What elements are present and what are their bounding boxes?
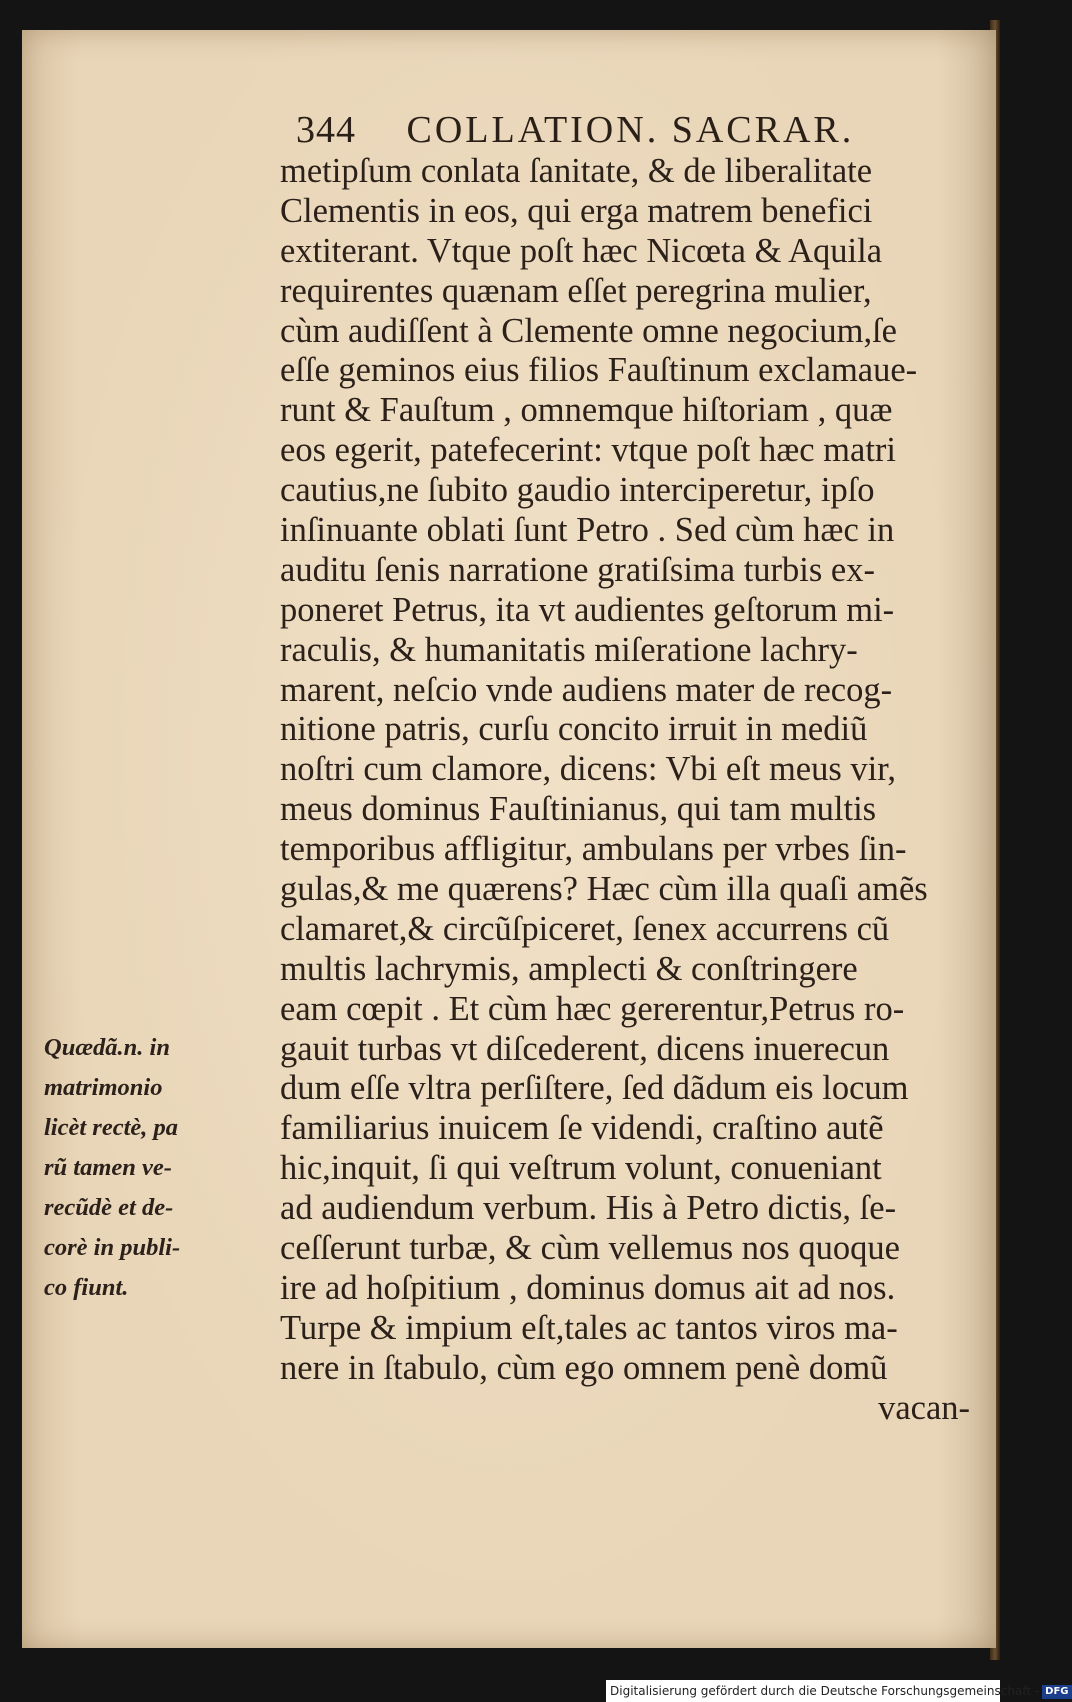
text-line: auditu ſenis narratione gratiſsima turbis ex- xyxy=(280,550,875,589)
text-line: raculis, & humanitatis miſeratione lachry- xyxy=(280,630,858,669)
text-line: extiterant. Vtque poſt hæc Nicœta & Aquila xyxy=(280,231,883,270)
margin-note-line: licèt rectè, pa xyxy=(44,1114,179,1141)
text-line: noſtri cum clamore, dicens: Vbi eſt meus vir, xyxy=(280,750,896,789)
text-line: gulas,& me quærens? Hæc cùm illa quaſi amẽs xyxy=(280,870,928,909)
margin-note-line: co fiunt. xyxy=(44,1274,129,1301)
page-header xyxy=(296,108,976,152)
text-line: eſſe geminos eius filios Fauſtinum exclamaue- xyxy=(280,351,918,390)
marginal-note xyxy=(44,1028,284,1308)
text-line: familiarius inuicem ſe videndi, craſtino autẽ xyxy=(280,1109,884,1148)
text-line: gauit turbas vt diſcederent, dicens inuerecun xyxy=(280,1029,890,1068)
text-line: eos egerit, patefecerint: vtque poſt hæc matri xyxy=(280,431,896,470)
text-line: ire ad hoſpitium , dominus domus ait ad nos. xyxy=(280,1268,896,1307)
margin-note-line: corè in publi- xyxy=(44,1234,181,1261)
catchword: vacan- xyxy=(878,1388,970,1427)
dfg-logo-icon: DFG xyxy=(1042,1685,1071,1699)
text-line: clamaret,& circũſpiceret, ſenex accurrens cũ xyxy=(280,909,890,948)
digitization-credit xyxy=(606,1680,1069,1702)
text-line: metipſum conlata ſanitate, & de liberalitate xyxy=(280,152,873,190)
running-title: COLLATION. SACRAR. xyxy=(406,109,855,151)
margin-note-line: Quædã.n. in xyxy=(44,1034,170,1061)
text-line: meus dominus Fauſtinianus, qui tam multis xyxy=(280,790,877,829)
text-line: Clementis in eos, qui erga matrem benefici xyxy=(280,191,873,230)
margin-note-line: matrimonio xyxy=(44,1074,163,1101)
text-line: inſinuante oblati ſunt Petro . Sed cùm hæc in xyxy=(280,511,895,550)
text-line: Turpe & impium eſt,tales ac tantos viros ma- xyxy=(280,1308,898,1347)
text-line: temporibus affligitur, ambulans per vrbes ſin- xyxy=(280,830,907,869)
text-line: cautius,ne ſubito gaudio interciperetur, ipſo xyxy=(280,471,875,510)
text-line: ceſſerunt turbæ, & cùm vellemus nos quoque xyxy=(280,1229,900,1268)
text-line: nitione patris, curſu concito irruit in mediũ xyxy=(280,710,868,749)
text-line: nere in ſtabulo, cùm ego omnem penè domũ xyxy=(280,1348,888,1387)
text-line: hic,inquit, ſi qui veſtrum volunt, conueniant xyxy=(280,1149,882,1188)
text-line: requirentes quænam eſſet peregrina mulier, xyxy=(280,271,872,310)
page-number: 344 xyxy=(296,109,356,151)
text-line: dum eſſe vltra perſiſtere, ſed dãdum eis locum xyxy=(280,1069,909,1108)
text-line: multis lachrymis, amplecti & conſtringere xyxy=(280,949,858,988)
text-line: eam cœpit . Et cùm hæc gererentur,Petrus ro- xyxy=(280,989,905,1028)
text-line: runt & Fauſtum , omnemque hiſtoriam , quæ xyxy=(280,391,893,430)
margin-note-line: rũ tamen ve- xyxy=(44,1154,172,1181)
text-line: marent, neſcio vnde audiens mater de recog- xyxy=(280,670,893,709)
text-line: ad audiendum verbum. His à Petro dictis, ſe- xyxy=(280,1189,897,1228)
text-line: cùm audiſſent à Clemente omne negocium,ſe xyxy=(280,311,897,350)
margin-note-line: recũdè et de- xyxy=(44,1194,174,1221)
text-line: poneret Petrus, ita vt audientes geſtorum mi- xyxy=(280,590,895,629)
main-text-block xyxy=(280,152,970,1429)
credit-text: Digitalisierung gefördert durch die Deutsche Forschungsgemeinschaft - xyxy=(610,1684,1040,1698)
